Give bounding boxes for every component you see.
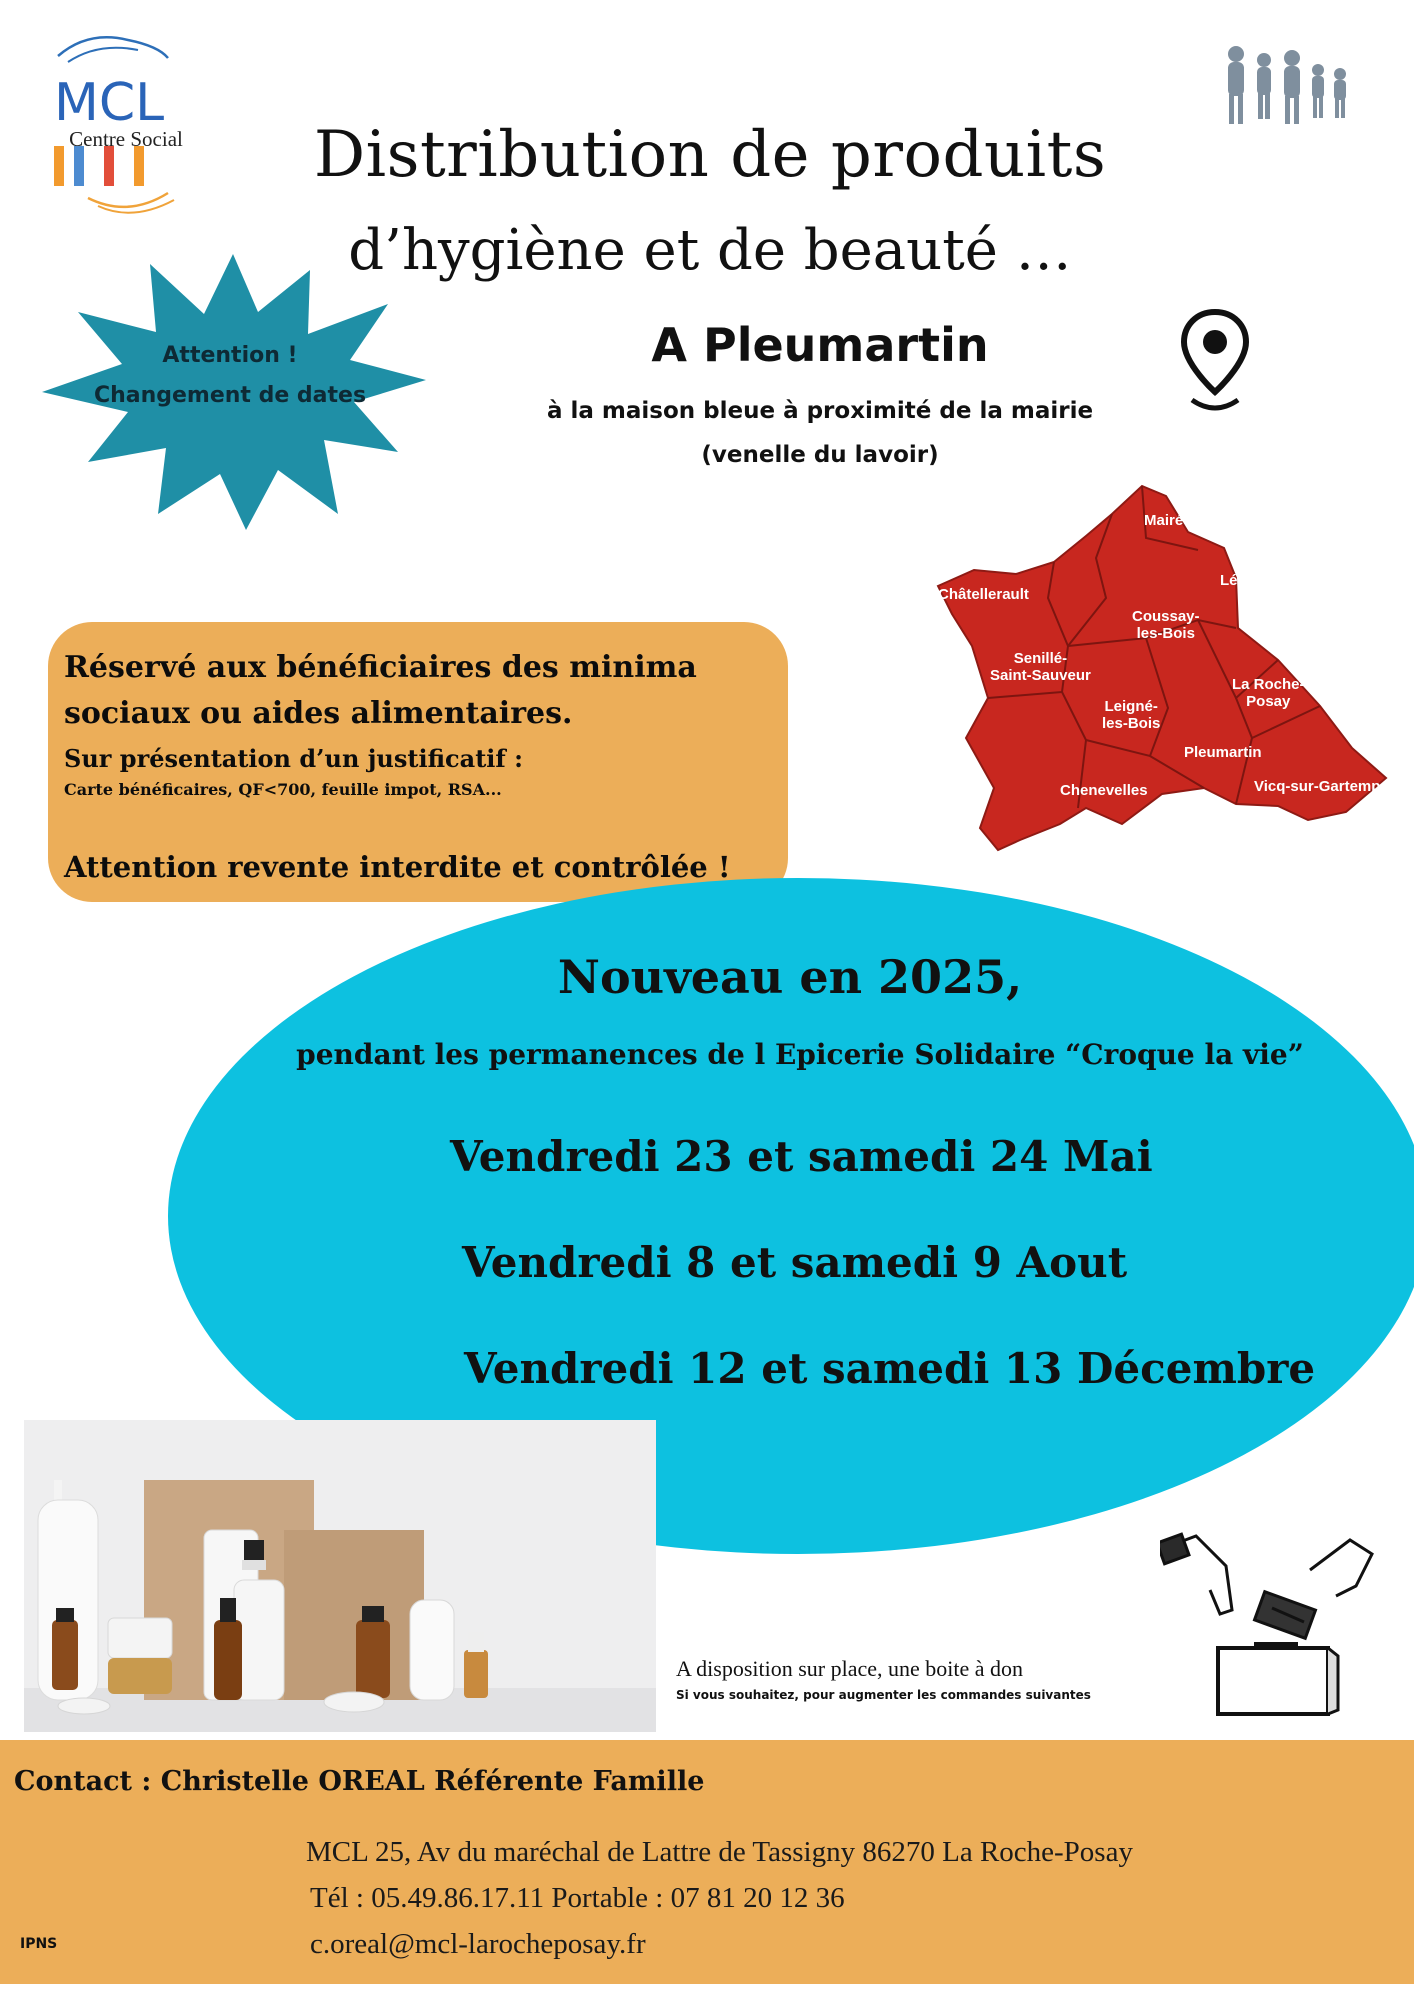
family-silhouette-icon [1214,44,1364,134]
contact-email[interactable]: c.oreal@mcl-larocheposay.fr [310,1928,646,1960]
contact-phone: Tél : 05.49.86.17.11 Portable : 07 81 20 12 36 [310,1882,845,1914]
donation-box-subtext: Si vous souhaitez, pour augmenter les commandes suivantes [676,1688,1091,1702]
location-title: A Pleumartin [651,318,989,372]
location-detail: à la maison bleue à proximité de la mairie [546,398,1094,424]
notice-line-1: Attention ! [162,343,298,368]
eligibility-line-2: sociaux ou aides alimentaires. [64,696,573,731]
page-title: Distribution de produits [313,118,1107,192]
map-label-pleumartin: Pleumartin [1184,744,1262,761]
date-december: Vendredi 12 et samedi 13 Décembre [464,1344,1316,1393]
map-label-leigne: Leigné- les-Bois [1102,698,1161,732]
map-label-senille: Senillé- Saint-Sauveur [990,650,1091,684]
date-august: Vendredi 8 et samedi 9 Aout [462,1238,1128,1287]
page-subtitle: d’hygiène et de beauté … [348,218,1072,283]
eligibility-line-1: Réservé aux bénéficiaires des minima [64,650,697,685]
notice-line-2: Changement de dates [93,383,367,408]
logo-label: Centre Social [69,127,183,151]
donation-box-text: A disposition sur place, une boite à don [676,1656,1024,1681]
cosmetic-products-image [24,1420,656,1732]
donation-box-icon [1212,1640,1342,1720]
location-street: (venelle du lavoir) [701,442,939,468]
contact-address: MCL 25, Av du maréchal de Lattre de Tassigny 86270 La Roche-Posay [306,1836,1133,1868]
map-label-vicq: Vicq-sur-Gartempe [1254,778,1389,795]
ipns-mention: IPNS [20,1936,58,1952]
eligibility-line-3: Sur présentation d’un justificatif : [64,744,523,773]
logo-letters: MCL [54,73,165,133]
communes-map [936,478,1392,852]
schedule-headline: Nouveau en 2025, [557,950,1023,1004]
donation-hands-icon [1160,1530,1380,1650]
map-label-coussay: Coussay- les-Bois [1132,608,1200,642]
resale-warning: Attention revente interdite et contrôlée ! [64,850,731,884]
date-change-notice [70,336,390,416]
contact-title: Contact : Christelle OREAL Référente Famille [14,1766,705,1797]
schedule-subline: pendant les permanences de l Epicerie Solidaire “Croque la vie” [296,1038,1304,1071]
date-may: Vendredi 23 et samedi 24 Mai [450,1132,1153,1181]
eligibility-line-4: Carte bénéficaires, QF<700, feuille impot, RSA... [64,780,502,799]
map-pin-icon [1178,308,1252,420]
map-label-lesigny: Lésigny [1220,572,1277,589]
map-label-chenevelles: Chenevelles [1060,782,1148,799]
map-label-maire: Mairé [1144,512,1184,529]
map-label-la-roche-posay: La Roche- Posay [1232,676,1305,710]
map-label-chatellerault: Châtellerault [938,586,1029,603]
eligibility-box [48,622,788,902]
